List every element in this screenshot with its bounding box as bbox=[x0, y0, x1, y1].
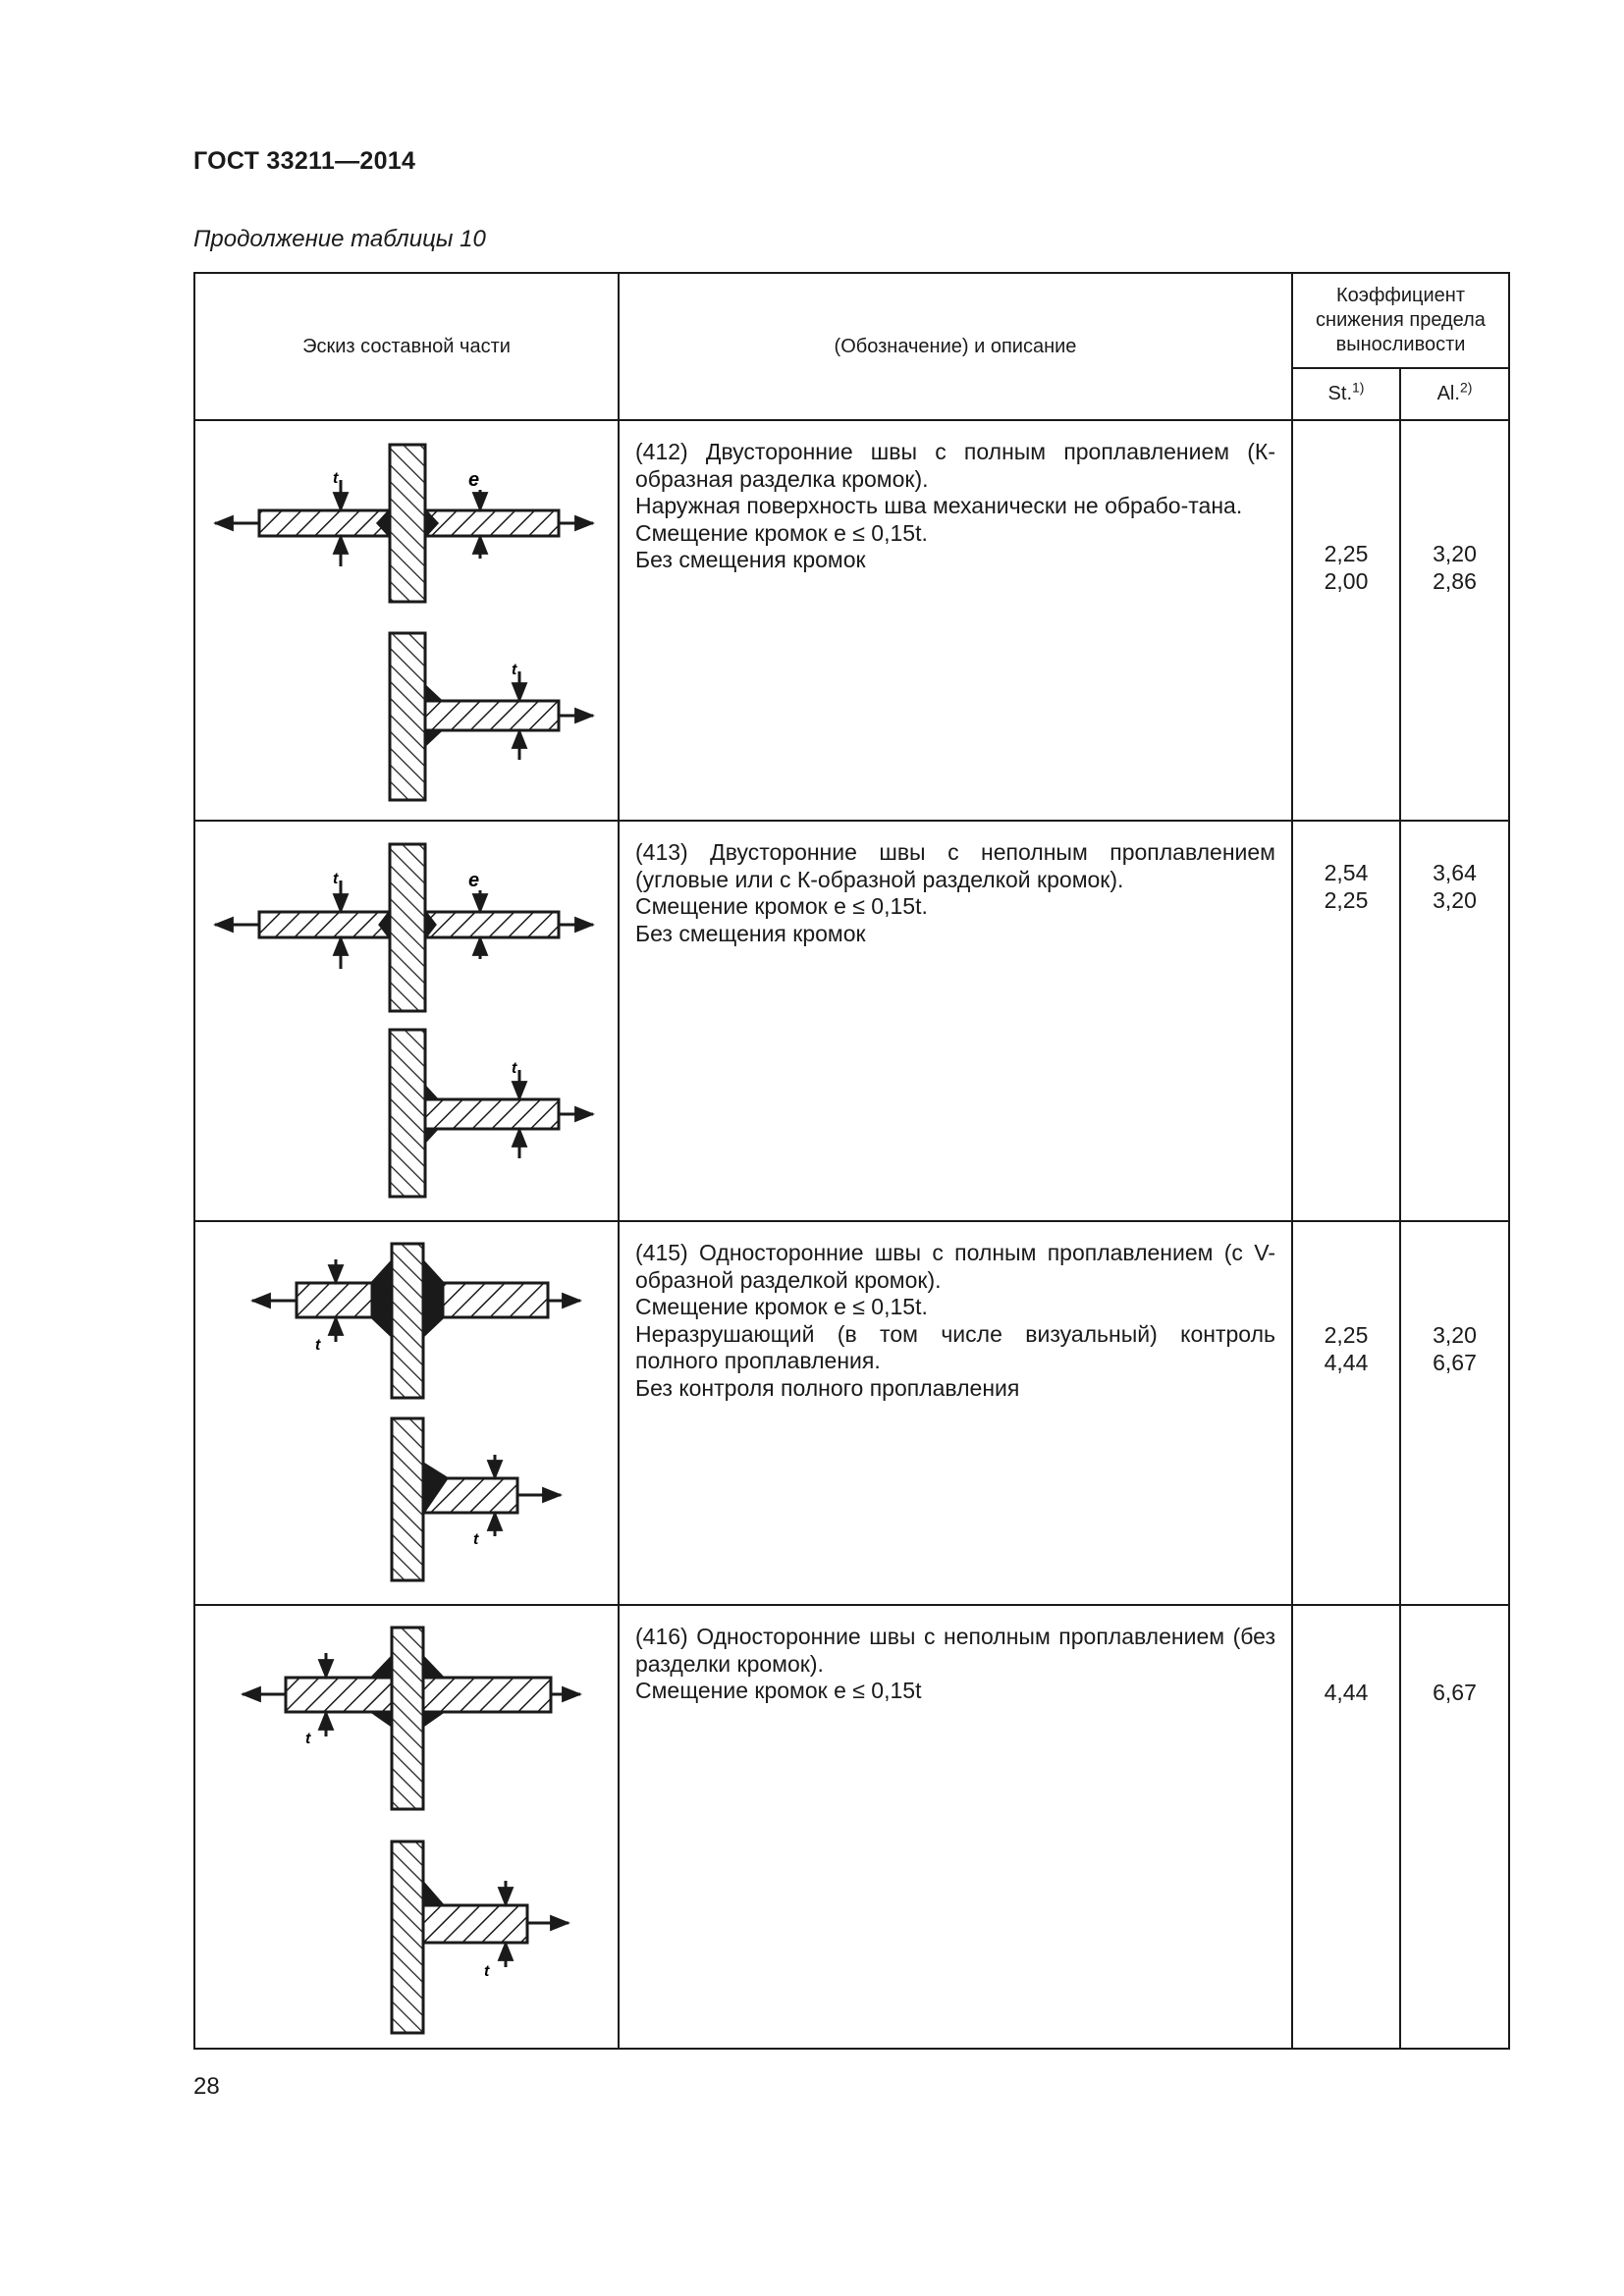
header-coefficient: Коэффициент снижения предела выносливости bbox=[1292, 273, 1509, 368]
table-row bbox=[194, 420, 1509, 821]
desc-line: Без контроля полного проплавления bbox=[635, 1374, 1020, 1401]
desc-line: Без смещения кромок bbox=[635, 920, 866, 946]
header-sketch: Эскиз составной части bbox=[194, 273, 619, 420]
desc-line: (413) Двусторонние швы с неполным проплавлением (угловые или с К-образной разделкой кромок). bbox=[635, 839, 1275, 892]
label-t: t bbox=[512, 662, 517, 678]
description-415 bbox=[619, 1221, 1292, 1605]
label-t: t bbox=[305, 1731, 311, 1747]
st-value-412: 2,25 2,00 bbox=[1292, 420, 1400, 821]
desc-line: (412) Двусторонние швы с полным проплавлением (К-образная разделка кромок). bbox=[635, 439, 1275, 492]
header-description: (Обозначение) и описание bbox=[619, 273, 1292, 420]
weld-sketch-416 bbox=[195, 1606, 618, 2048]
desc-line: Наружная поверхность шва механически не обрабо-тана. bbox=[635, 493, 1243, 518]
desc-line: Без смещения кромок bbox=[635, 547, 866, 572]
sketch-413 bbox=[194, 821, 619, 1221]
table-row bbox=[194, 821, 1509, 1221]
table-row bbox=[194, 1605, 1509, 2049]
desc-line: Смещение кромок e ≤ 0,15t. bbox=[635, 1294, 928, 1319]
sketch-415 bbox=[194, 1221, 619, 1605]
desc-line: Смещение кромок e ≤ 0,15t. bbox=[635, 519, 928, 546]
st-value-413: 2,54 2,25 bbox=[1292, 821, 1400, 1221]
description-416 bbox=[619, 1605, 1292, 2049]
al-value-412: 3,20 2,86 bbox=[1400, 420, 1509, 821]
label-t: t bbox=[484, 1963, 490, 1980]
desc-line: Смещение кромок e ≤ 0,15t bbox=[635, 1678, 922, 1703]
al-value-416: 6,67 bbox=[1400, 1605, 1509, 2049]
desc-line: Неразрушающий (в том числе визуальный) контроль полного проплавления. bbox=[635, 1320, 1275, 1373]
label-t: t bbox=[333, 470, 339, 487]
desc-line: (416) Односторонние швы с неполным проплавлением (без разделки кромок). bbox=[635, 1624, 1275, 1677]
table-caption: Продолжение таблицы 10 bbox=[193, 226, 486, 252]
header-st: St.$^{1)}$ bbox=[1292, 368, 1400, 420]
st-value-416: 4,44 bbox=[1292, 1605, 1400, 2049]
document-code: ГОСТ 33211—2014 bbox=[193, 147, 416, 175]
label-e: e bbox=[468, 469, 480, 491]
weld-sketch-415 bbox=[195, 1222, 618, 1604]
page-number: 28 bbox=[193, 2073, 220, 2100]
label-t: t bbox=[333, 871, 339, 887]
fatigue-table bbox=[193, 272, 1510, 2050]
desc-line: Смещение кромок e ≤ 0,15t. bbox=[635, 893, 928, 919]
label-e: e bbox=[468, 870, 480, 891]
weld-sketch-412 bbox=[195, 421, 618, 820]
sketch-416 bbox=[194, 1605, 619, 2049]
sketch-412 bbox=[194, 420, 619, 821]
al-value-413: 3,64 3,20 bbox=[1400, 821, 1509, 1221]
header-al: Al.$^{2)}$ bbox=[1400, 368, 1509, 420]
st-value-415: 2,25 4,44 bbox=[1292, 1221, 1400, 1605]
label-t: t bbox=[512, 1060, 517, 1077]
desc-line: (415) Односторонние швы с полным проплавлением (с V-образной разделкой кромок). bbox=[635, 1240, 1275, 1293]
al-value-415: 3,20 6,67 bbox=[1400, 1221, 1509, 1605]
label-t: t bbox=[315, 1337, 321, 1354]
description-413 bbox=[619, 821, 1292, 1221]
weld-sketch-413 bbox=[195, 822, 618, 1220]
table-row bbox=[194, 1221, 1509, 1605]
description-412 bbox=[619, 420, 1292, 821]
label-t: t bbox=[473, 1531, 479, 1548]
